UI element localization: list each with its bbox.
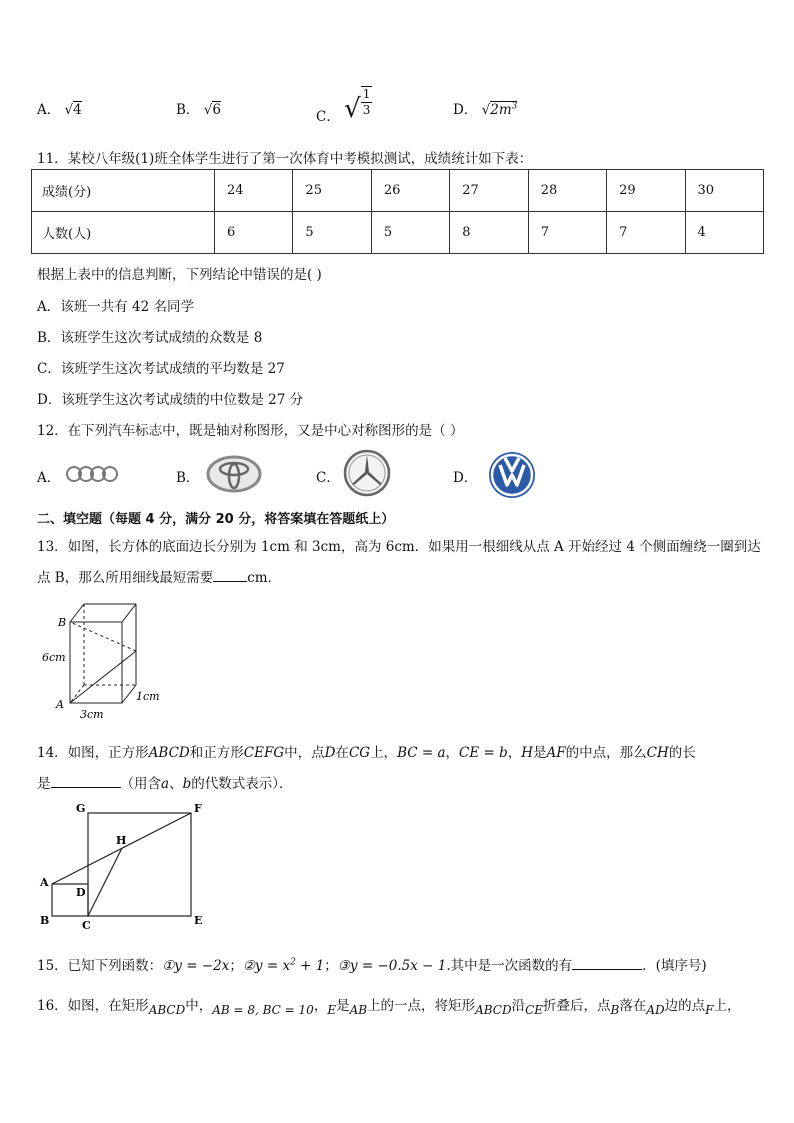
q12-option-c-label: C．	[316, 470, 340, 486]
label-depth: 1cm	[136, 690, 160, 703]
table-cell: 8	[450, 212, 528, 254]
table-row	[32, 212, 764, 254]
q12-option-b-label: B．	[176, 470, 200, 486]
label-h: H	[116, 834, 127, 847]
label-g: G	[76, 802, 86, 815]
label-d: D	[76, 886, 86, 899]
q11-option-a: A．该班一共有 42 名同学	[37, 299, 195, 315]
answer-blank	[213, 567, 247, 582]
q10-option-a: A． √4	[37, 102, 82, 118]
label-height: 6cm	[42, 651, 66, 664]
answer-blank	[51, 773, 121, 788]
q12-option-d-label: D．	[453, 470, 478, 486]
table-cell: 26	[371, 170, 449, 212]
label-a: A	[56, 698, 64, 711]
q13-line2: 点 B，那么所用细线最短需要 cm．	[37, 566, 281, 586]
toyota-logo-icon	[206, 455, 262, 493]
label-width: 3cm	[80, 708, 104, 721]
sqrt-symbol: √	[203, 102, 213, 118]
q11-option-d: D．该班学生这次考试成绩的中位数是 27 分	[37, 392, 304, 408]
table-cell: 4	[685, 212, 763, 254]
q14-squares-figure	[36, 800, 216, 930]
score-table	[31, 169, 764, 254]
q14-line1: 14．如图，正方形ABCD和正方形CEFG中，点D在CG上，BC = a，CE = b，H是AF的中点，那么CH的长	[37, 745, 696, 761]
table-cell: 6	[215, 212, 293, 254]
label-b: B	[40, 914, 50, 927]
table-header-cell: 人数(人)	[32, 212, 215, 254]
q13-line1: 13．如图，长方体的底面边长分别为 1cm 和 3cm，高为 6cm．如果用一根细线从点 A 开始经过 4 个侧面缠绕一圈到达	[37, 539, 761, 555]
sqrt-symbol: √	[344, 94, 361, 124]
q13-cuboid-figure	[38, 596, 168, 722]
q10-option-b: B． √6	[176, 102, 221, 118]
label-c: C	[82, 919, 91, 930]
q12-option-a-label: A．	[37, 470, 61, 486]
label-a: A	[40, 876, 49, 889]
q14-line2: 是 （用含a、b的代数式表示）．	[37, 772, 292, 792]
table-cell: 30	[685, 170, 763, 212]
sqrt-symbol: √	[64, 102, 74, 118]
q12-stem: 12．在下列汽车标志中，既是轴对称图形，又是中心对称图形的是（ ）	[37, 423, 464, 439]
table-cell: 28	[528, 170, 606, 212]
table-cell: 25	[293, 170, 371, 212]
table-cell: 29	[607, 170, 685, 212]
q16-line: 16．如图，在矩形ABCD中，AB = 8, BC = 10，E是AB上的一点，将矩形ABCD沿CE折叠后，点B落在AD边的点F上，	[37, 998, 741, 1017]
table-cell: 7	[528, 212, 606, 254]
q10-option-d: D． $√2m^3$	[453, 101, 518, 118]
audi-logo-icon	[65, 465, 121, 483]
q11-option-b: B．该班学生这次考试成绩的众数是 8	[37, 330, 263, 346]
label-e: E	[194, 914, 203, 927]
q10-option-c: C． √ $\frac{1}{3}$	[316, 87, 371, 125]
table-cell: 7	[607, 212, 685, 254]
table-header-cell: 成绩(分)	[32, 170, 215, 212]
sqrt-symbol: √	[481, 102, 491, 118]
table-cell: 24	[215, 170, 293, 212]
q15-line: 15．已知下列函数：①y = −2x；②y = $x^2 + 1$；③y = −0.5x − 1.其中是一次函数的有 ．(填序号)	[37, 954, 707, 974]
q11-option-c: C．该班学生这次考试成绩的平均数是 27	[37, 361, 285, 377]
q11-question: 根据上表中的信息判断，下列结论中错误的是( )	[37, 267, 322, 283]
table-cell: 5	[371, 212, 449, 254]
mercedes-logo-icon	[343, 449, 391, 497]
section-heading: 二、填空题（每题 4 分，满分 20 分，将答案填在答题纸上）	[37, 512, 395, 527]
label-f: F	[194, 802, 202, 815]
table-row	[32, 170, 764, 212]
q11-stem: 11．某校八年级(1)班全体学生进行了第一次体育中考模拟测试，成绩统计如下表：	[37, 151, 533, 167]
volkswagen-logo-icon	[488, 451, 536, 499]
answer-blank	[572, 955, 642, 970]
table-cell: 27	[450, 170, 528, 212]
label-b: B	[58, 616, 67, 629]
table-cell: 5	[293, 212, 371, 254]
